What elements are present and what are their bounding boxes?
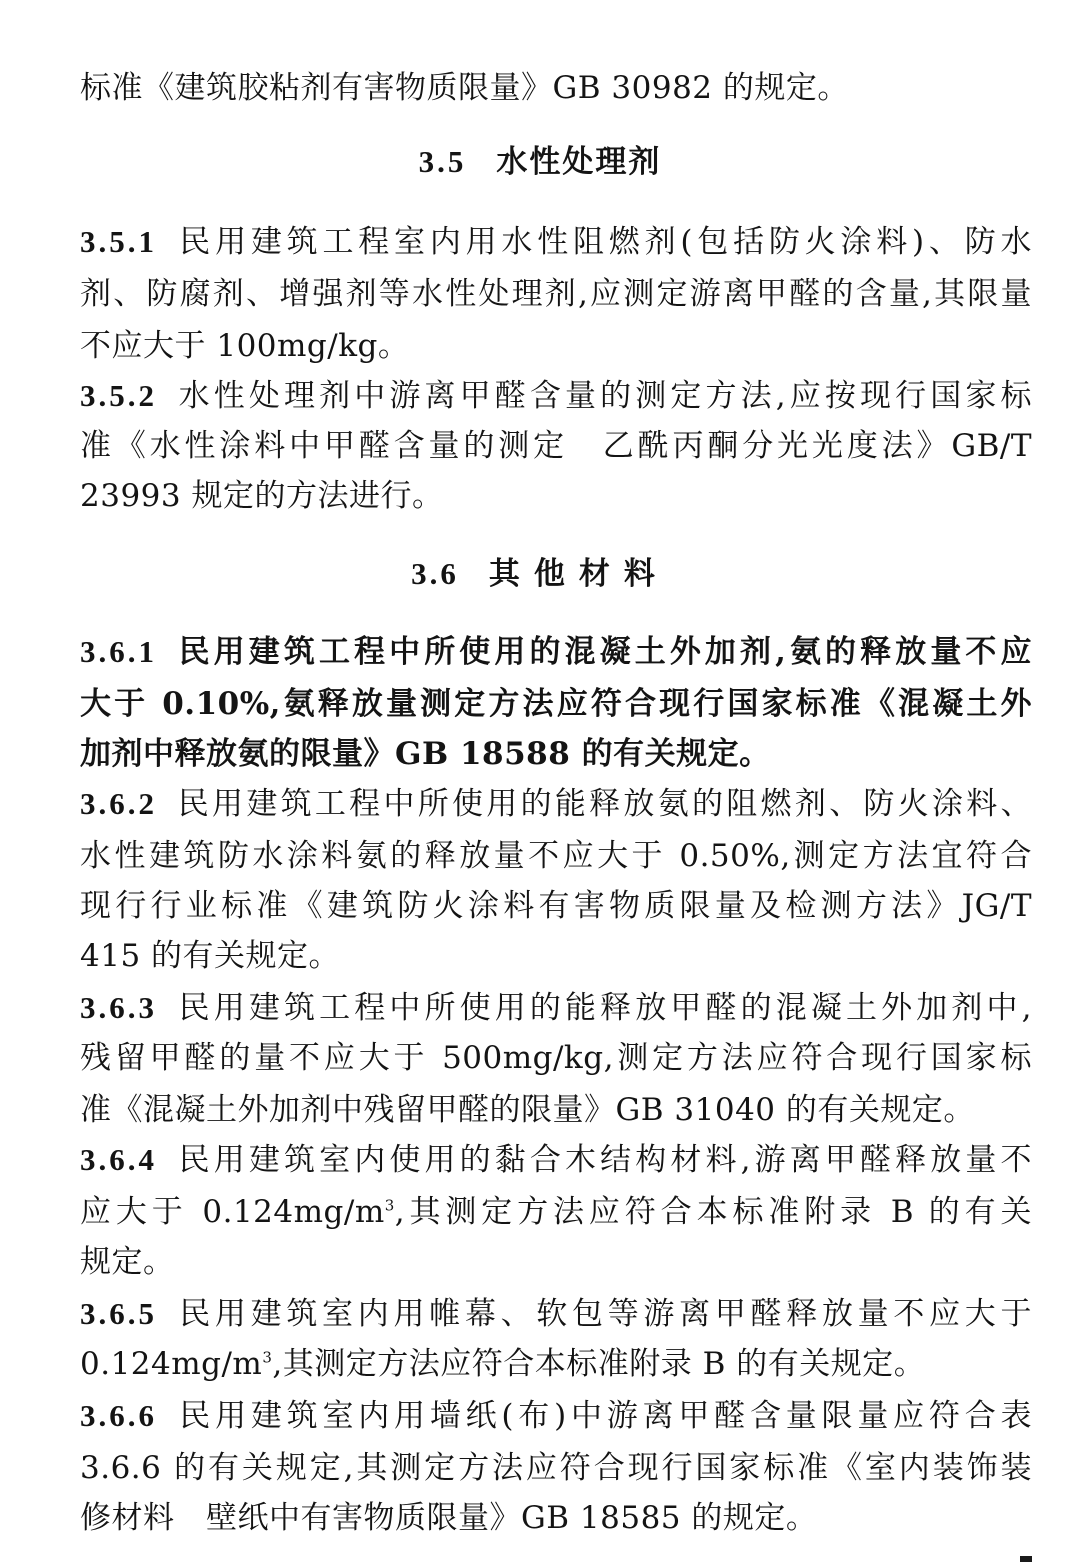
clause-3-6-1-line-3 xyxy=(80,728,1032,780)
clause-text: 残留甲醛的量不应大于 500mg/kg,测定方法应符合现行国家标 xyxy=(80,1040,1032,1076)
clause-text: 3.6.6 的有关规定,其测定方法应符合现行国家标准《室内装饰装 xyxy=(80,1450,1032,1486)
clause-number: 3.6.6 xyxy=(80,1398,157,1433)
clause-text: 修材料 壁纸中有害物质限量》GB 18585 的规定。 xyxy=(80,1500,818,1536)
clause-3-6-2-line-4 xyxy=(80,930,1032,982)
clause-3-6-6-line-3 xyxy=(80,1492,1032,1544)
superscript-three: 3 xyxy=(262,1348,273,1367)
clause-3-5-2-line-1 xyxy=(80,370,1032,422)
clause-3-6-1-line-2 xyxy=(80,678,1032,730)
clause-text: 民用建筑室内用帷幕、软包等游离甲醛释放量不应大于 xyxy=(175,1296,1032,1332)
clause-text: 民用建筑室内使用的黏合木结构材料,游离甲醛释放量不 xyxy=(175,1142,1032,1178)
clause-3-5-2-line-2 xyxy=(80,420,1032,472)
clause-text: 加剂中释放氨的限量》GB 18588 的有关规定。 xyxy=(80,736,771,772)
clause-number: 3.5.2 xyxy=(80,378,157,413)
clause-number: 3.6.4 xyxy=(80,1142,157,1177)
clause-number: 3.6.3 xyxy=(80,990,157,1025)
page-corner-mark xyxy=(1020,1556,1032,1562)
section-title: 其他材料 xyxy=(488,556,669,592)
intro-line xyxy=(80,62,1032,114)
section-title: 水性处理剂 xyxy=(496,144,662,180)
superscript-three: 3 xyxy=(384,1196,395,1215)
clause-text: 大于 0.10%,氨释放量测定方法应符合现行国家标准《混凝土外 xyxy=(80,686,1032,722)
clause-3-6-6-line-2 xyxy=(80,1442,1032,1494)
clause-3-6-2-line-1 xyxy=(80,778,1032,830)
clause-text: 民用建筑工程室内用水性阻燃剂(包括防火涂料)、防水 xyxy=(175,224,1032,260)
clause-text: ,其测定方法应符合本标准附录 B 的有关 xyxy=(394,1194,1032,1230)
clause-3-6-5-line-2 xyxy=(80,1338,1032,1390)
clause-3-6-3-line-3 xyxy=(80,1084,1032,1136)
clause-3-5-2-line-3 xyxy=(80,470,1032,522)
clause-text: 水性建筑防水涂料氨的释放量不应大于 0.50%,测定方法宜符合 xyxy=(80,838,1032,874)
clause-text: 民用建筑室内用墙纸(布)中游离甲醛含量限量应符合表 xyxy=(175,1398,1032,1434)
clause-number: 3.6.1 xyxy=(80,634,157,669)
clause-text: 民用建筑工程中所使用的混凝土外加剂,氨的释放量不应 xyxy=(175,634,1032,670)
clause-3-6-1-line-1 xyxy=(80,626,1032,678)
clause-text: 民用建筑工程中所使用的能释放甲醛的混凝土外加剂中, xyxy=(175,990,1032,1026)
clause-text: 民用建筑工程中所使用的能释放氨的阻燃剂、防火涂料、 xyxy=(175,786,1032,822)
intro-text: 标准《建筑胶粘剂有害物质限量》GB 30982 的规定。 xyxy=(80,70,849,106)
clause-text: 准《水性涂料中甲醛含量的测定 乙酰丙酮分光光度法》GB/T xyxy=(80,428,1032,464)
clause-text: 0.124mg/m xyxy=(80,1346,263,1382)
clause-text: 不应大于 100mg/kg。 xyxy=(80,328,410,364)
clause-3-6-2-line-3 xyxy=(80,880,1032,932)
section-heading-3-5 xyxy=(0,136,1080,188)
clause-text: 规定。 xyxy=(80,1244,175,1280)
clause-3-6-6-line-1 xyxy=(80,1390,1032,1442)
clause-3-6-5-line-1 xyxy=(80,1288,1032,1340)
clause-text: 415 的有关规定。 xyxy=(80,938,341,974)
clause-3-6-3-line-2 xyxy=(80,1032,1032,1084)
clause-3-6-3-line-1 xyxy=(80,982,1032,1034)
clause-text: 应大于 0.124mg/m xyxy=(80,1194,385,1230)
clause-number: 3.5.1 xyxy=(80,224,157,259)
clause-text: ,其测定方法应符合本标准附录 B 的有关规定。 xyxy=(272,1346,926,1382)
section-number: 3.5 xyxy=(418,144,467,179)
clause-3-6-4-line-2 xyxy=(80,1186,1032,1238)
clause-number: 3.6.2 xyxy=(80,786,157,821)
clause-text: 准《混凝土外加剂中残留甲醛的限量》GB 31040 的有关规定。 xyxy=(80,1092,975,1128)
section-heading-3-6 xyxy=(0,548,1080,600)
clause-text: 现行行业标准《建筑防火涂料有害物质限量及检测方法》JG/T xyxy=(80,888,1032,924)
section-number: 3.6 xyxy=(411,556,459,591)
clause-text: 剂、防腐剂、增强剂等水性处理剂,应测定游离甲醛的含量,其限量 xyxy=(80,276,1032,312)
clause-text: 23993 规定的方法进行。 xyxy=(80,478,444,514)
clause-3-6-4-line-3 xyxy=(80,1236,1032,1288)
clause-text: 水性处理剂中游离甲醛含量的测定方法,应按现行国家标 xyxy=(175,378,1032,414)
clause-3-6-2-line-2 xyxy=(80,830,1032,882)
clause-3-5-1-line-3 xyxy=(80,320,1032,372)
clause-3-6-4-line-1 xyxy=(80,1134,1032,1186)
clause-3-5-1-line-2 xyxy=(80,268,1032,320)
clause-3-5-1-line-1 xyxy=(80,216,1032,268)
clause-number: 3.6.5 xyxy=(80,1296,157,1331)
